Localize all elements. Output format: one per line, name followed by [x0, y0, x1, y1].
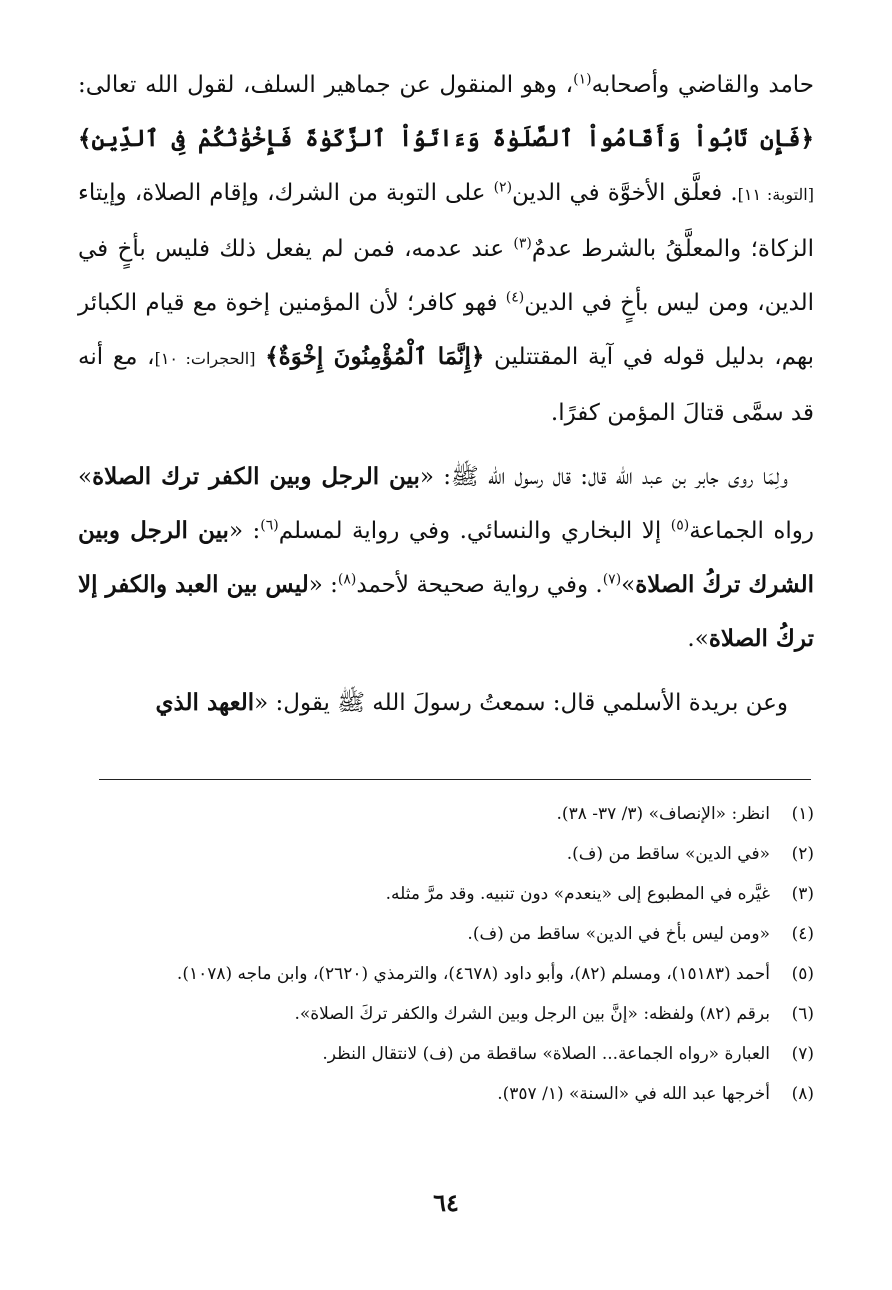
text-span: : «: [308, 572, 338, 598]
quran-verse: ﴿إِنَّمَا ٱلْمُؤْمِنُونَ إِخْوَةٌ﴾: [265, 343, 485, 370]
footnote-divider: [99, 779, 811, 780]
paragraph-1: [78, 58, 814, 440]
text-span: ».: [687, 626, 709, 652]
verse-reference: [الحجرات: ١٠]: [154, 349, 256, 368]
text-span: ، وهو المنقول عن جماهير السلف، لقول الله تعالى:: [78, 72, 574, 98]
text-span: : «: [228, 518, 261, 544]
footnote-text: انظر: «الإنصاف» (٣/ ٣٧- ٣٨).: [556, 804, 770, 824]
footnote-ref: (١): [573, 71, 592, 88]
footnote-item: [78, 1074, 814, 1114]
text-span: . فعلَّق الأخوَّة في الدين: [512, 180, 738, 206]
footnote-ref: (٧): [602, 571, 622, 588]
footnote-ref: (٣): [513, 235, 532, 252]
hadith-text: العهد الذي: [155, 689, 255, 716]
text-span: على التوبة من الشرك، وإقام الصلاة، وإيتاء الزكاة؛ والمعلَّقُ بالشرط عدمٌ: [78, 180, 814, 262]
footnote-ref: (٢): [493, 179, 513, 196]
footnote-ref: (٥): [670, 517, 690, 534]
page-number: ٦٤: [433, 1188, 459, 1217]
footnote-number: (٣): [791, 884, 814, 904]
footnote-ref: (٦): [260, 517, 279, 534]
verse-reference: [التوبة: ١١]: [737, 185, 814, 204]
footnote-number: (٨): [791, 1084, 814, 1104]
footnote-item: [78, 1034, 814, 1074]
text-span: حامد والقاضي وأصحابه: [591, 72, 814, 98]
paragraph-2: [78, 450, 814, 666]
footnote-text: أحمد (١٥١٨٣)، ومسلم (٨٢)، وأبو داود (٤٦٧٨)، والترمذي (٢٦٢٠)، وابن ماجه (١٠٧٨).: [176, 964, 770, 984]
text-span: وعن بريدة الأسلمي قال: سمعتُ رسولَ الله ﷺ يقول: «: [254, 690, 788, 716]
hadith-text: بين الرجل وبين الكفر ترك الصلاة: [92, 463, 420, 490]
text-span: ولِمَا روى جابر بن عبد الله قال: قال رسول الله ﷺ: «: [419, 464, 788, 490]
footnote-ref: (٨): [337, 571, 357, 588]
text-span: » رواه الجماعة: [78, 464, 814, 544]
text-span: فهو كافر؛ لأن المؤمنين إخوة مع قيام الكبائر بهم، بدليل قوله في آية المقتتلين: [78, 290, 815, 370]
text-span: عند عدمه، فمن لم يفعل ذلك فليس بأخٍ في الدين، ومن ليس بأخٍ في الدين: [78, 236, 814, 316]
main-text: [78, 58, 814, 730]
footnote-text: «في الدين» ساقط من (ف).: [566, 844, 770, 864]
footnote-text: العبارة «رواه الجماعة... الصلاة» ساقطة من (ف) لانتقال النظر.: [322, 1044, 770, 1064]
quran-verse: ﴿فَإِن تَابُواْ وَأَقَامُواْ ٱلصَّلَوٰةَ وَءَاتَوُاْ ٱلزَّكَوٰةَ فَإِخْوَٰنُكُمْ فِى ٱلدِّينِ﴾: [78, 125, 814, 152]
footnote-number: (٦): [791, 1004, 814, 1024]
text-span: ، مع أنه قد سمَّى قتالَ المؤمن كفرًا.: [78, 344, 814, 426]
footnote-text: برقم (٨٢) ولفظه: «إنَّ بين الرجل وبين الشرك والكفر تركَ الصلاة».: [294, 1004, 770, 1024]
footnote-ref: (٤): [505, 289, 525, 306]
footnote-item: [78, 914, 814, 954]
footnote-number: (٥): [791, 964, 814, 984]
hadith-text: ليس بين العبد والكفر إلا تركُ الصلاة: [78, 571, 814, 652]
hadith-text: بين الرجل وبين الشرك تركُ الصلاة: [78, 517, 814, 598]
footnote-number: (٢): [791, 844, 814, 864]
footnote-text: «ومن ليس بأخ في الدين» ساقط من (ف).: [467, 924, 770, 944]
footnote-text: أخرجها عبد الله في «السنة» (١/ ٣٥٧).: [497, 1084, 770, 1104]
footnote-number: (٤): [791, 924, 814, 944]
text-span: . وفي رواية صحيحة لأحمد: [356, 572, 603, 598]
footnote-item: [78, 954, 814, 994]
footnote-number: (١): [791, 804, 814, 824]
footnotes: [78, 794, 814, 1114]
text-span: إلا البخاري والنسائي. وفي رواية لمسلم: [278, 518, 671, 544]
paragraph-3: [78, 676, 814, 730]
footnote-item: [78, 874, 814, 914]
footnote-number: (٧): [791, 1044, 814, 1064]
text-span: »: [621, 572, 636, 598]
footnote-item: [78, 834, 814, 874]
footnote-text: غيَّره في المطبوع إلى «ينعدم» دون تنبيه. وقد مرَّ مثله.: [385, 884, 770, 904]
footnote-item: [78, 794, 814, 834]
footnote-item: [78, 994, 814, 1034]
